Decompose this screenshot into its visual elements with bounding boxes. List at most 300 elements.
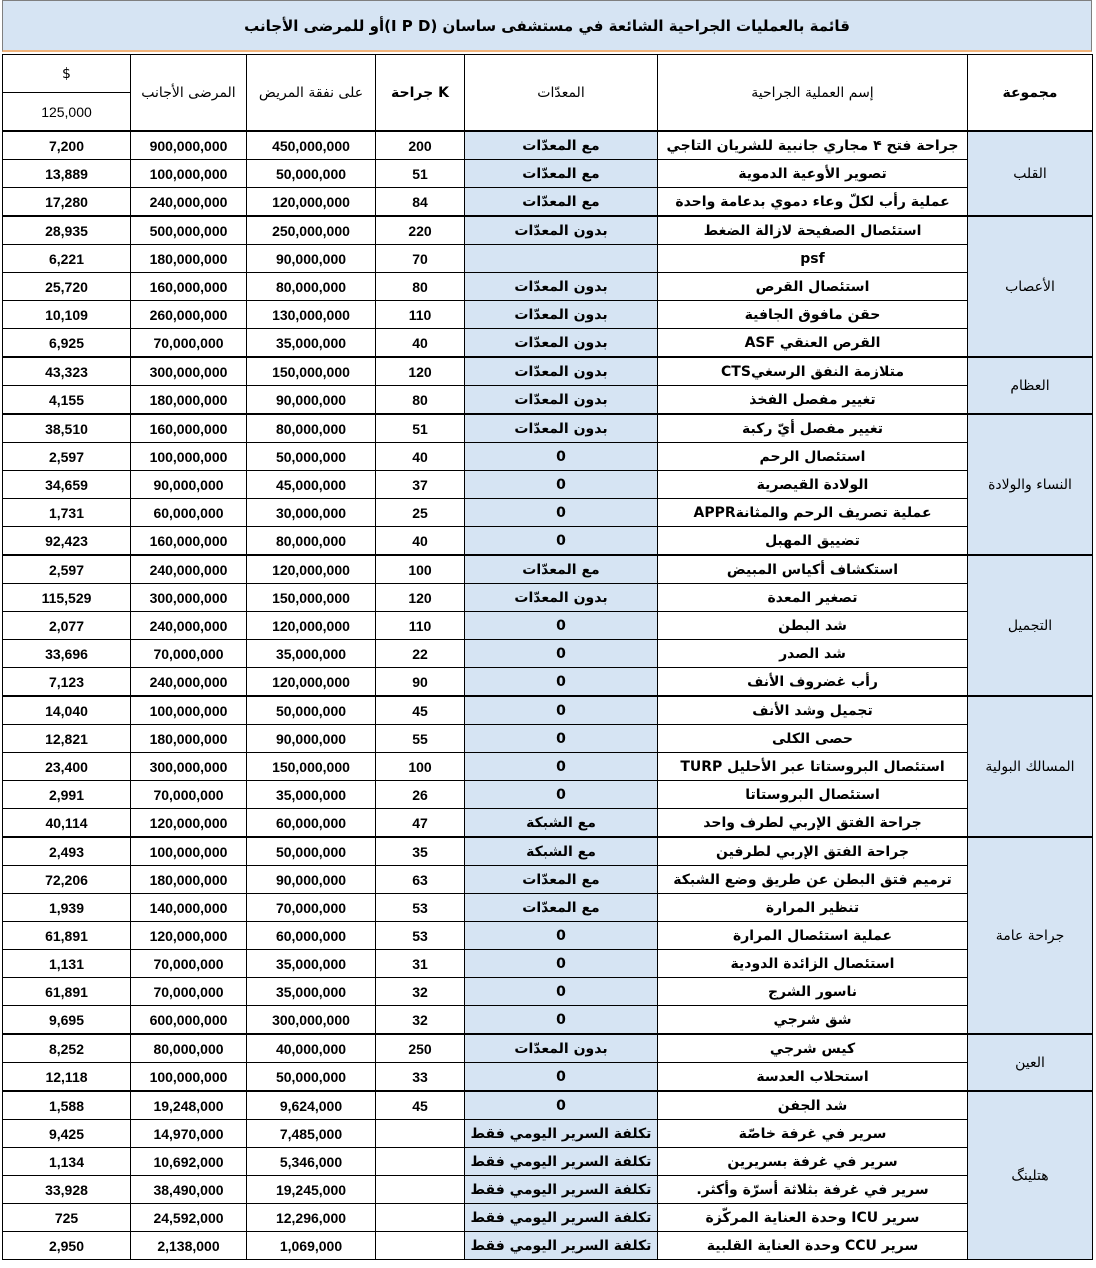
foreign-price-cell: 600,000,000 [131,1006,247,1035]
table-row [3,1006,1093,1035]
patient-cost-cell: 35,000,000 [247,978,376,1006]
equipment-cell: مع المعدّات [465,131,658,160]
k-value-cell [376,1176,465,1204]
procedure-name-cell: جراحة الفتق الإربي لطرفين [658,837,968,866]
equipment-cell: بدون المعدّات [465,216,658,245]
procedure-name-cell: استئصال الزائدة الدودية [658,950,968,978]
k-value-cell: 53 [376,894,465,922]
equipment-cell: مع المعدّات [465,894,658,922]
foreign-price-cell: 120,000,000 [131,922,247,950]
equipment-cell: مع المعدّات [465,188,658,217]
equipment-cell: بدون المعدّات [465,1034,658,1063]
usd-price-cell: 7,200 [3,131,131,160]
k-value-cell: 47 [376,809,465,838]
procedure-name-cell: حقن مافوق الجافية [658,301,968,329]
k-value-cell: 33 [376,1063,465,1092]
usd-price-cell: 33,928 [3,1176,131,1204]
equipment-cell: 0 [465,1063,658,1092]
equipment-cell: 0 [465,471,658,499]
k-value-cell: 90 [376,668,465,697]
foreign-price-cell: 180,000,000 [131,725,247,753]
equipment-cell: 0 [465,527,658,556]
equipment-cell: 0 [465,725,658,753]
table-row [3,753,1093,781]
k-value-cell: 22 [376,640,465,668]
procedure-name-cell: ناسور الشرج [658,978,968,1006]
equipment-cell: بدون المعدّات [465,584,658,612]
table-row [3,1120,1093,1148]
k-value-cell: 51 [376,160,465,188]
k-value-cell: 40 [376,329,465,358]
table-row [3,922,1093,950]
foreign-price-cell: 10,692,000 [131,1148,247,1176]
patient-cost-cell: 120,000,000 [247,612,376,640]
foreign-price-cell: 140,000,000 [131,894,247,922]
group-label: النساء والولادة [968,414,1093,555]
foreign-price-cell: 240,000,000 [131,555,247,584]
patient-cost-cell: 19,245,000 [247,1176,376,1204]
k-value-cell: 80 [376,386,465,415]
table-row [3,131,1093,160]
patient-cost-header: على نفقة المريض [247,55,376,132]
table-row [3,1204,1093,1232]
usd-price-cell: 2,493 [3,837,131,866]
table-row [3,1232,1093,1260]
k-value-cell: 120 [376,584,465,612]
foreign-price-cell: 180,000,000 [131,866,247,894]
foreign-price-cell: 300,000,000 [131,357,247,386]
usd-price-cell: 9,425 [3,1120,131,1148]
foreign-patients-header: المرضى الأجانب [131,55,247,132]
patient-cost-cell: 50,000,000 [247,160,376,188]
usd-price-cell: 13,889 [3,160,131,188]
table-row [3,273,1093,301]
table-row [3,216,1093,245]
procedure-name-cell: شد البطن [658,612,968,640]
foreign-price-cell: 160,000,000 [131,527,247,556]
k-value-cell: 220 [376,216,465,245]
table-row [3,555,1093,584]
foreign-price-cell: 60,000,000 [131,499,247,527]
k-value-cell: 110 [376,612,465,640]
exchange-rate: 125,000 [3,93,131,132]
procedure-name-cell: جراحة الفتق الإربي لطرف واحد [658,809,968,838]
foreign-price-cell: 120,000,000 [131,809,247,838]
k-value-cell: 80 [376,273,465,301]
patient-cost-cell: 50,000,000 [247,696,376,725]
group-label: الأعصاب [968,216,1093,357]
usd-price-cell: 9,695 [3,1006,131,1035]
usd-price-cell: 12,821 [3,725,131,753]
foreign-price-cell: 300,000,000 [131,753,247,781]
foreign-price-cell: 260,000,000 [131,301,247,329]
procedure-name-cell: تجميل وشد الأنف [658,696,968,725]
procedure-name-cell: سرير CCU وحدة العناية القلبية [658,1232,968,1260]
usd-price-cell: 25,720 [3,273,131,301]
group-label: العظام [968,357,1093,414]
equipment-cell: 0 [465,753,658,781]
foreign-price-cell: 180,000,000 [131,245,247,273]
foreign-price-cell: 19,248,000 [131,1091,247,1120]
usd-price-cell: 2,077 [3,612,131,640]
table-row [3,1148,1093,1176]
k-value-cell [376,1120,465,1148]
patient-cost-cell: 30,000,000 [247,499,376,527]
equipment-cell: بدون المعدّات [465,273,658,301]
procedure-name-cell: كيس شرجي [658,1034,968,1063]
procedure-name-cell: psf [658,245,968,273]
k-value-cell: 25 [376,499,465,527]
k-value-cell: 40 [376,443,465,471]
equipment-cell: مع المعدّات [465,866,658,894]
equipment-cell: 0 [465,668,658,697]
usd-price-cell: 61,891 [3,922,131,950]
patient-cost-cell: 40,000,000 [247,1034,376,1063]
equipment-cell: بدون المعدّات [465,301,658,329]
k-value-cell [376,1232,465,1260]
usd-price-cell: 725 [3,1204,131,1232]
foreign-price-cell: 100,000,000 [131,1063,247,1092]
usd-price-cell: 43,323 [3,357,131,386]
table-row [3,301,1093,329]
usd-price-cell: 61,891 [3,978,131,1006]
usd-price-cell: 6,925 [3,329,131,358]
foreign-price-cell: 300,000,000 [131,584,247,612]
k-value-cell: 26 [376,781,465,809]
group-header: مجموعة [968,55,1093,132]
foreign-price-cell: 70,000,000 [131,950,247,978]
equipment-cell: تكلفة السرير اليومي فقط [465,1120,658,1148]
patient-cost-cell: 12,296,000 [247,1204,376,1232]
patient-cost-cell: 300,000,000 [247,1006,376,1035]
foreign-price-cell: 24,592,000 [131,1204,247,1232]
usd-price-cell: 7,123 [3,668,131,697]
patient-cost-cell: 50,000,000 [247,837,376,866]
equipment-cell: 0 [465,950,658,978]
table-row [3,781,1093,809]
group-label: العين [968,1034,1093,1091]
equipment-cell: 0 [465,499,658,527]
patient-cost-cell: 150,000,000 [247,753,376,781]
table-row [3,499,1093,527]
patient-cost-cell: 70,000,000 [247,894,376,922]
equipment-cell: 0 [465,922,658,950]
procedure-name-cell: سرير ICU وحدة العناية المركّزة [658,1204,968,1232]
k-value-cell: 100 [376,753,465,781]
foreign-price-cell: 100,000,000 [131,696,247,725]
table-row [3,1091,1093,1120]
usd-price-cell: 2,991 [3,781,131,809]
patient-cost-cell: 35,000,000 [247,781,376,809]
usd-price-cell: 17,280 [3,188,131,217]
usd-header: $ [3,55,131,93]
procedure-name-cell: تنظير المرارة [658,894,968,922]
patient-cost-cell: 5,346,000 [247,1148,376,1176]
procedure-name-cell: تغيير مفصل الفخذ [658,386,968,415]
patient-cost-cell: 80,000,000 [247,273,376,301]
usd-price-cell: 1,134 [3,1148,131,1176]
equipment-cell: 0 [465,443,658,471]
table-row [3,471,1093,499]
patient-cost-cell: 7,485,000 [247,1120,376,1148]
equipment-cell: 0 [465,696,658,725]
equipment-cell: تكلفة السرير اليومي فقط [465,1176,658,1204]
table-row [3,584,1093,612]
equipment-cell: 0 [465,978,658,1006]
equipment-cell: مع الشبكة [465,809,658,838]
patient-cost-cell: 120,000,000 [247,188,376,217]
patient-cost-cell: 250,000,000 [247,216,376,245]
table-row [3,1176,1093,1204]
usd-price-cell: 28,935 [3,216,131,245]
procedure-name-cell: سرير في غرفة بسريرين [658,1148,968,1176]
usd-price-cell: 92,423 [3,527,131,556]
foreign-price-cell: 100,000,000 [131,837,247,866]
procedure-name-cell: ترميم فتق البطن عن طريق وضع الشبكة [658,866,968,894]
foreign-price-cell: 160,000,000 [131,273,247,301]
procedure-name-cell: عملية تصريف الرحم والمثانةAPPR [658,499,968,527]
usd-price-cell: 40,114 [3,809,131,838]
foreign-price-cell: 70,000,000 [131,978,247,1006]
procedure-name-cell: شد الجفن [658,1091,968,1120]
k-value-cell: 84 [376,188,465,217]
k-value-cell: 51 [376,414,465,443]
foreign-price-cell: 38,490,000 [131,1176,247,1204]
foreign-price-cell: 70,000,000 [131,640,247,668]
patient-cost-cell: 50,000,000 [247,1063,376,1092]
usd-price-cell: 14,040 [3,696,131,725]
table-row [3,978,1093,1006]
procedure-header: إسم العملية الجراحية [658,55,968,132]
foreign-price-cell: 70,000,000 [131,329,247,358]
k-value-cell: 200 [376,131,465,160]
group-label: القلب [968,131,1093,216]
k-value-cell: 32 [376,1006,465,1035]
foreign-price-cell: 14,970,000 [131,1120,247,1148]
usd-price-cell: 1,131 [3,950,131,978]
group-label: المسالك البولية [968,696,1093,837]
procedure-name-cell: استئصال القرص [658,273,968,301]
patient-cost-cell: 35,000,000 [247,640,376,668]
table-row [3,866,1093,894]
table-row [3,950,1093,978]
patient-cost-cell: 90,000,000 [247,725,376,753]
procedure-name-cell: استكشاف أكياس المبيض [658,555,968,584]
table-row [3,414,1093,443]
usd-price-cell: 2,597 [3,443,131,471]
equipment-cell: بدون المعدّات [465,357,658,386]
procedure-name-cell: تصغير المعدة [658,584,968,612]
procedure-name-cell: استئصال الصفيحة لازالة الضغط [658,216,968,245]
equipment-cell: 0 [465,640,658,668]
patient-cost-cell: 50,000,000 [247,443,376,471]
k-value-cell: 31 [376,950,465,978]
equipment-cell: مع المعدّات [465,555,658,584]
patient-cost-cell: 80,000,000 [247,527,376,556]
foreign-price-cell: 900,000,000 [131,131,247,160]
usd-price-cell: 38,510 [3,414,131,443]
patient-cost-cell: 450,000,000 [247,131,376,160]
usd-price-cell: 8,252 [3,1034,131,1063]
patient-cost-cell: 90,000,000 [247,866,376,894]
foreign-price-cell: 80,000,000 [131,1034,247,1063]
k-value-cell: 37 [376,471,465,499]
procedures-table [2,54,1093,1260]
procedure-name-cell: القرص العنقي ASF [658,329,968,358]
equipment-cell: بدون المعدّات [465,329,658,358]
equipment-cell: تكلفة السرير اليومي فقط [465,1232,658,1260]
page-title: قائمة بالعمليات الجراحية الشائعة في مستشفى ساسان (I P D)أو للمرضى الأجانب [2,0,1092,52]
foreign-price-cell: 240,000,000 [131,668,247,697]
group-label: جراحة عامة [968,837,1093,1034]
k-value-cell: 40 [376,527,465,556]
group-label: هتلينگ [968,1091,1093,1260]
k-value-cell: 35 [376,837,465,866]
usd-price-cell: 1,588 [3,1091,131,1120]
k-value-cell: 45 [376,1091,465,1120]
procedure-name-cell: رأب غضروف الأنف [658,668,968,697]
table-row [3,668,1093,697]
table-row [3,1063,1093,1092]
header-row [3,55,1093,93]
table-row [3,809,1093,838]
patient-cost-cell: 120,000,000 [247,555,376,584]
table-row [3,160,1093,188]
table-row [3,329,1093,358]
table-row [3,640,1093,668]
k-value-cell [376,1148,465,1176]
k-value-cell: 55 [376,725,465,753]
equipment-cell: بدون المعدّات [465,386,658,415]
procedure-name-cell: سرير في غرفة بثلاثة أسرّة وأكثر. [658,1176,968,1204]
usd-price-cell: 34,659 [3,471,131,499]
procedure-name-cell: تغيير مفصل أيّ ركبة [658,414,968,443]
procedure-name-cell: استئصال البروستاتا عبر الأحليل TURP [658,753,968,781]
procedure-name-cell: حصى الكلى [658,725,968,753]
k-value-cell: 32 [376,978,465,1006]
k-value-cell [376,1204,465,1232]
foreign-price-cell: 2,138,000 [131,1232,247,1260]
equipment-cell: 0 [465,612,658,640]
equipment-cell: بدون المعدّات [465,414,658,443]
usd-price-cell: 1,731 [3,499,131,527]
k-surgery-header: جراحة K [376,55,465,132]
usd-price-cell: 2,597 [3,555,131,584]
foreign-price-cell: 100,000,000 [131,443,247,471]
usd-price-cell: 115,529 [3,584,131,612]
group-label: التجميل [968,555,1093,696]
usd-price-cell: 4,155 [3,386,131,415]
equipment-cell: مع الشبكة [465,837,658,866]
procedure-name-cell: عملية استئصال المرارة [658,922,968,950]
usd-price-cell: 1,939 [3,894,131,922]
procedure-name-cell: شد الصدر [658,640,968,668]
patient-cost-cell: 60,000,000 [247,809,376,838]
k-value-cell: 53 [376,922,465,950]
usd-price-cell: 6,221 [3,245,131,273]
procedure-name-cell: عملية رأب لكلّ وعاء دموي بدعامة واحدة [658,188,968,217]
foreign-price-cell: 90,000,000 [131,471,247,499]
usd-price-cell: 12,118 [3,1063,131,1092]
procedure-name-cell: استئصال البروستاتا [658,781,968,809]
patient-cost-cell: 60,000,000 [247,922,376,950]
procedure-name-cell: استحلاب العدسة [658,1063,968,1092]
patient-cost-cell: 90,000,000 [247,245,376,273]
table-row [3,386,1093,415]
procedure-name-cell: جراحة فتح ۴ مجاري جانبية للشريان التاجي [658,131,968,160]
table-row [3,894,1093,922]
usd-price-cell: 33,696 [3,640,131,668]
table-row [3,612,1093,640]
equipment-cell: 0 [465,1091,658,1120]
usd-price-cell: 10,109 [3,301,131,329]
equipment-header: المعدّات [465,55,658,132]
equipment-cell: تكلفة السرير اليومي فقط [465,1204,658,1232]
k-value-cell: 110 [376,301,465,329]
table-row [3,357,1093,386]
procedure-name-cell: الولادة القيصرية [658,471,968,499]
foreign-price-cell: 500,000,000 [131,216,247,245]
foreign-price-cell: 70,000,000 [131,781,247,809]
patient-cost-cell: 9,624,000 [247,1091,376,1120]
procedure-name-cell: سرير في غرفة خاصّة [658,1120,968,1148]
table-row [3,837,1093,866]
k-value-cell: 63 [376,866,465,894]
procedure-name-cell: استئصال الرحم [658,443,968,471]
usd-price-cell: 23,400 [3,753,131,781]
patient-cost-cell: 150,000,000 [247,584,376,612]
patient-cost-cell: 120,000,000 [247,668,376,697]
patient-cost-cell: 150,000,000 [247,357,376,386]
table-row [3,245,1093,273]
patient-cost-cell: 45,000,000 [247,471,376,499]
table-row [3,696,1093,725]
procedure-name-cell: متلازمة النفق الرسغيCTS [658,357,968,386]
patient-cost-cell: 80,000,000 [247,414,376,443]
foreign-price-cell: 240,000,000 [131,188,247,217]
equipment-cell: مع المعدّات [465,160,658,188]
table-row [3,725,1093,753]
procedure-name-cell: شق شرجي [658,1006,968,1035]
patient-cost-cell: 90,000,000 [247,386,376,415]
foreign-price-cell: 160,000,000 [131,414,247,443]
k-value-cell: 45 [376,696,465,725]
equipment-cell: تكلفة السرير اليومي فقط [465,1148,658,1176]
table-row [3,188,1093,217]
usd-price-cell: 2,950 [3,1232,131,1260]
equipment-cell: 0 [465,1006,658,1035]
patient-cost-cell: 35,000,000 [247,329,376,358]
patient-cost-cell: 1,069,000 [247,1232,376,1260]
k-value-cell: 250 [376,1034,465,1063]
procedure-name-cell: تضييق المهبل [658,527,968,556]
k-value-cell: 120 [376,357,465,386]
foreign-price-cell: 240,000,000 [131,612,247,640]
foreign-price-cell: 100,000,000 [131,160,247,188]
patient-cost-cell: 35,000,000 [247,950,376,978]
foreign-price-cell: 180,000,000 [131,386,247,415]
table-row [3,527,1093,556]
equipment-cell: 0 [465,781,658,809]
patient-cost-cell: 130,000,000 [247,301,376,329]
procedure-name-cell: تصوير الأوعية الدموية [658,160,968,188]
table-row [3,443,1093,471]
equipment-cell [465,245,658,273]
usd-price-cell: 72,206 [3,866,131,894]
table-row [3,1034,1093,1063]
k-value-cell: 70 [376,245,465,273]
k-value-cell: 100 [376,555,465,584]
